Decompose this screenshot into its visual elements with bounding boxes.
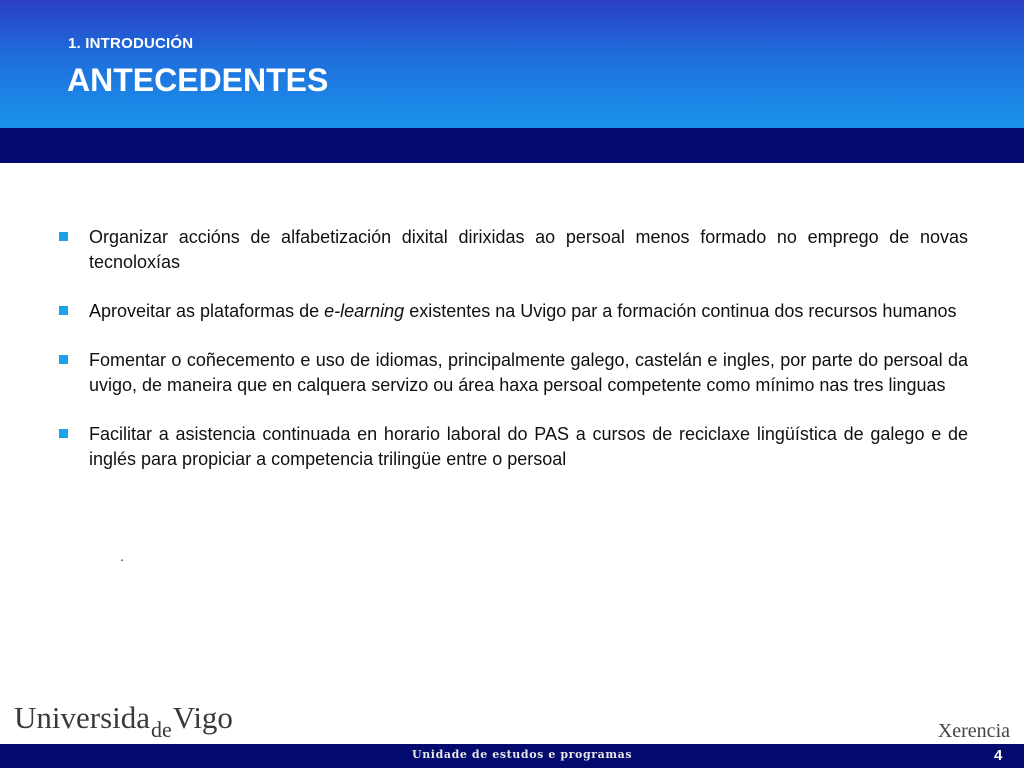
- bullet-item-4: [58, 422, 968, 472]
- department-label: Xerencia: [937, 720, 1010, 742]
- logo-text-part3: Vigo: [172, 700, 233, 735]
- university-logo: [14, 700, 233, 742]
- square-bullet-icon: [59, 306, 68, 315]
- footer-unit-label: Unidade de estudos e programas: [412, 748, 633, 761]
- bullet-list: [58, 225, 968, 472]
- bullet-text-emphasis: e-learning: [324, 301, 405, 321]
- section-label: 1. INTRODUCIÓN: [68, 35, 194, 52]
- bullet-text-before: Aproveitar as plataformas de: [89, 301, 325, 321]
- content-area: [58, 225, 968, 496]
- bullet-item-3: [58, 348, 968, 398]
- logo-text-part1: Universida: [14, 700, 151, 735]
- page-number: 4: [994, 747, 1003, 764]
- bullet-text: Facilitar a asistencia continuada en horario laboral do PAS a cursos de reciclaxe lingüística de galego e de inglés para propiciar a competencia trilingüe entre o persoal: [89, 424, 968, 469]
- bullet-text-after: existentes na Uvigo par a formación continua dos recursos humanos: [404, 301, 957, 321]
- slide-title: ANTECEDENTES: [67, 62, 329, 98]
- bullet-item-1: [58, 225, 968, 275]
- footer-band: [0, 744, 1024, 768]
- logo-text-part2: de: [151, 717, 172, 742]
- bullet-item-2: [58, 299, 968, 324]
- bullet-text: Organizar accións de alfabetización dixital dirixidas ao persoal menos formado no emprego de novas tecnoloxías: [89, 227, 968, 272]
- square-bullet-icon: [59, 232, 68, 241]
- square-bullet-icon: [59, 429, 68, 438]
- stray-mark: .: [120, 548, 124, 564]
- square-bullet-icon: [59, 355, 68, 364]
- header-band: [0, 128, 1024, 163]
- bullet-text: Fomentar o coñecemento e uso de idiomas, principalmente galego, castelán e ingles, por parte do persoal da uvigo, de maneira que en calquera servizo ou área haxa persoal competente como mínimo nas tres linguas: [89, 350, 968, 395]
